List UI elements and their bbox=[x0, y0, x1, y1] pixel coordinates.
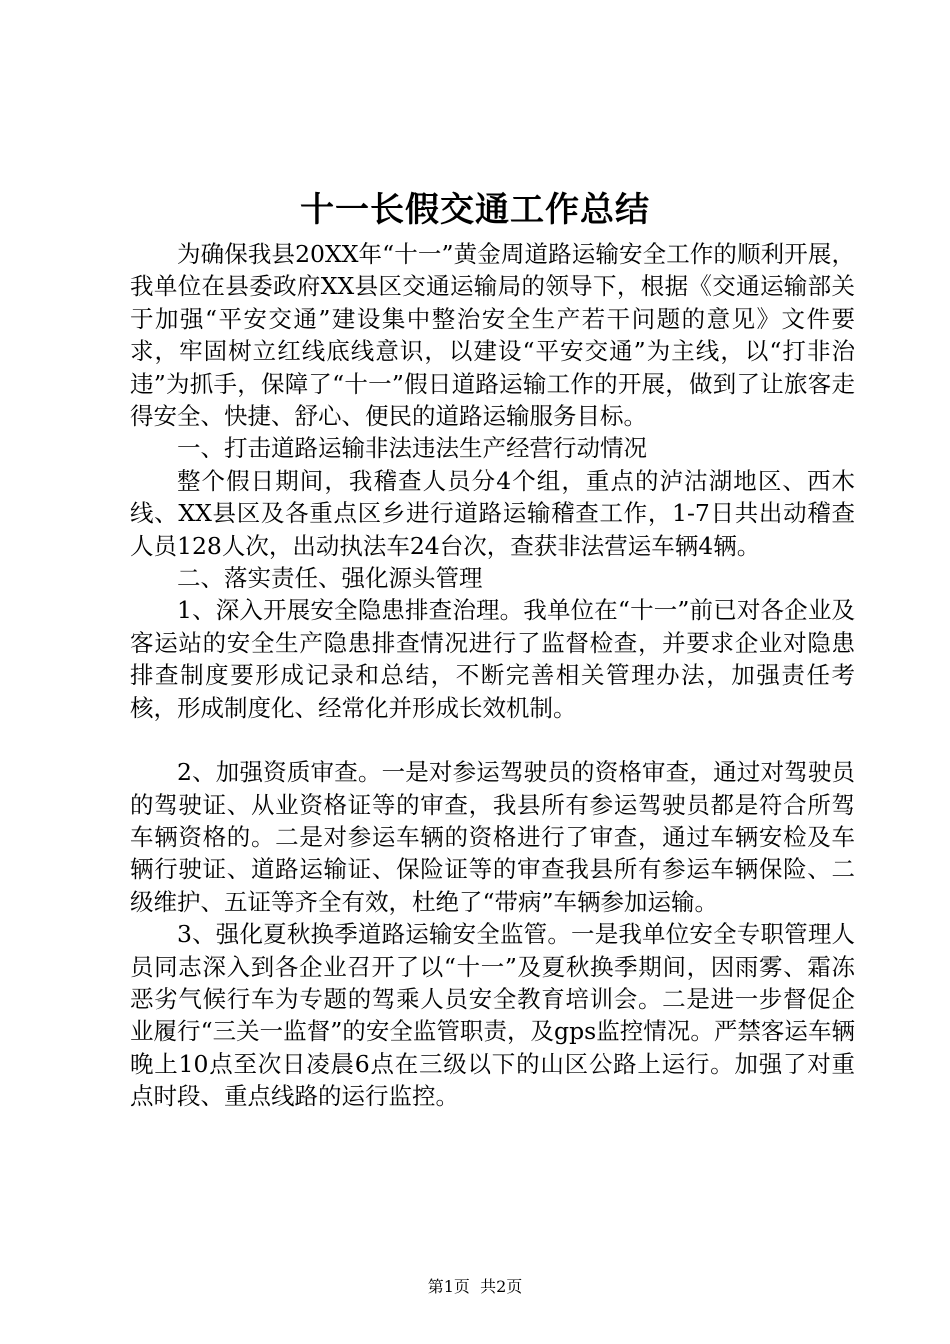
document-body bbox=[130, 238, 855, 1113]
paragraph-intro: 为确保我县20XX年“十一”黄金周道路运输安全工作的顺利开展，我单位在县委政府XX县区交通运输局的领导下，根据《交通运输部关于加强“平安交通”建设集中整治安全生产若干问题的意见》文件要求，牢固树立红线底线意识，以建设“平安交通”为主线，以“打非治违”为抓手，保障了“十一”假日道路运输工作的开展，做到了让旅客走得安全、快捷、舒心、便民的道路运输服务目标。 bbox=[130, 240, 855, 431]
paragraph-inspection: 整个假日期间，我稽查人员分4个组，重点的泸沽湖地区、西木线、XX县区及各重点区乡进行道路运输稽查工作，1-7日共出动稽查人员128人次，出动执法车24台次，查获非法营运车辆4辆。 bbox=[130, 466, 855, 560]
page-footer bbox=[0, 1276, 950, 1298]
page-number: 第1页 bbox=[427, 1277, 470, 1296]
paragraph-hazard-check: 1、深入开展安全隐患排查治理。我单位在“十一”前已对各企业及客运站的安全生产隐患排查情况进行了监督检查，并要求企业对隐患排查制度要形成记录和总结，不断完善相关管理办法，加强责任考核，形成制度化、经常化并形成长效机制。 bbox=[130, 596, 855, 722]
document-title: 十一长假交通工作总结 bbox=[300, 190, 650, 230]
section-heading-1: 一、打击道路运输非法违法生产经营行动情况 bbox=[177, 434, 647, 463]
paragraph-qualification: 2、加强资质审查。一是对参运驾驶员的资格审查，通过对驾驶员的驾驶证、从业资格证等的审查，我县所有参运驾驶员都是符合所驾车辆资格的。二是对参运车辆的资格进行了审查，通过车辆安检及车辆行驶证、道路运输证、保险证等的审查我县所有参运车辆保险、二级维护、五证等齐全有效，杜绝了“带病”车辆参加运输。 bbox=[130, 758, 855, 916]
section-heading-2: 二、落实责任、强化源头管理 bbox=[177, 564, 483, 593]
page-total: 共2页 bbox=[480, 1277, 523, 1296]
paragraph-season-supervision: 3、强化夏秋换季道路运输安全监管。一是我单位安全专职管理人员同志深入到各企业召开了以“十一”及夏秋换季期间，因雨雾、霜冻恶劣气候行车为专题的驾乘人员安全教育培训会。二是进一步督促企业履行“三关一监督”的安全监管职责，及gps监控情况。严禁客运车辆晚上10点至次日凌晨6点在三级以下的山区公路上运行。加强了对重点时段、重点线路的运行监控。 bbox=[130, 920, 855, 1111]
